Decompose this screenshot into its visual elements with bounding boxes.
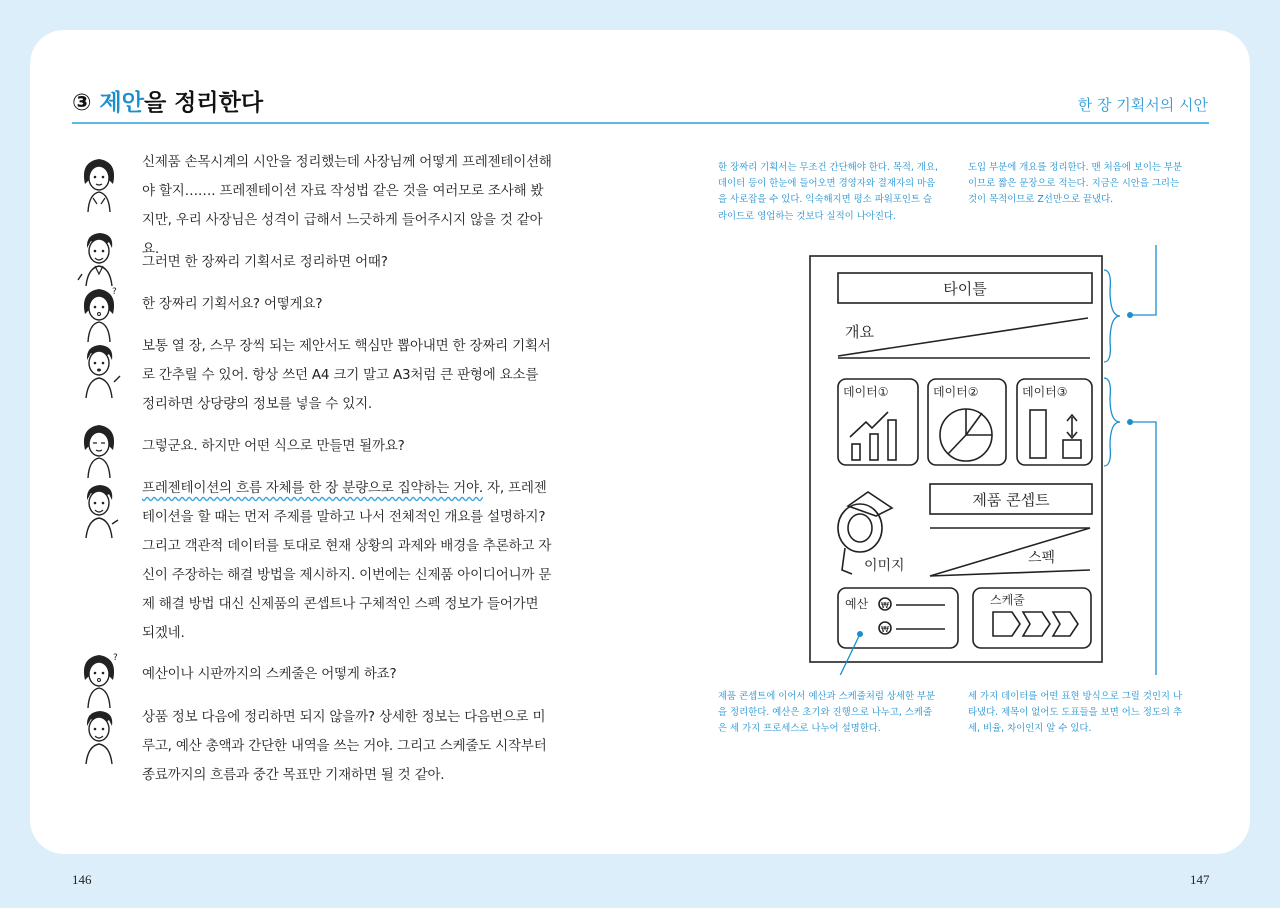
budget-leader bbox=[836, 634, 860, 675]
sketch-title: 타이틀 bbox=[943, 280, 987, 298]
svg-text:?: ? bbox=[112, 287, 117, 297]
difference-arrow bbox=[1067, 415, 1077, 438]
sketch-spec: 스펙 bbox=[1028, 550, 1056, 566]
trend-arrow bbox=[850, 412, 888, 437]
bar bbox=[888, 420, 896, 460]
page-number-right: 147 bbox=[1190, 872, 1210, 887]
sketch-image: 이미지 bbox=[864, 558, 905, 574]
note-top-right: 도입 부분에 개요를 정리한다. 맨 처음에 보이는 부분이므로 짧은 문장으로 적는다. 지금은 시안을 그리는 것이 목적이므로 Z선만으로 끝냈다. bbox=[968, 162, 1183, 206]
spec-z-line bbox=[930, 528, 1090, 576]
sketch-won: ₩ bbox=[881, 625, 889, 634]
dialogue-line: 그렇군요. 하지만 어떤 식으로 만들면 될까요? bbox=[142, 438, 405, 454]
dialogue-line: 예산이나 시판까지의 스케줄은 어떻게 하죠? bbox=[142, 666, 397, 682]
sketch-data1: 데이터① bbox=[843, 385, 889, 399]
mentor-avatar-icon bbox=[76, 480, 122, 540]
sketch-data2: 데이터② bbox=[933, 385, 979, 399]
title-accent: 제안 bbox=[99, 90, 144, 116]
sketch-overview: 개요 bbox=[845, 323, 874, 341]
dialogue-line: 보통 열 장, 스무 장씩 되는 제안서도 핵심만 뽑아내면 한 장짜리 기획서로 간추릴 수 있어. 항상 쓰던 A4 크기 말고 A3처럼 큰 판형에 요소를 정리하면 상당량의 정보를 넣을 수 있지. bbox=[142, 338, 551, 412]
overview-leader bbox=[1130, 245, 1156, 315]
bar bbox=[870, 434, 878, 460]
watch-dial bbox=[848, 514, 872, 542]
title-rest: 을 정리한다 bbox=[143, 90, 264, 116]
overview-z-line bbox=[838, 318, 1088, 356]
dialogue-line: 그러면 한 장짜리 기획서로 정리하면 어때? bbox=[142, 254, 388, 270]
pie-slices bbox=[948, 409, 992, 454]
watch-face bbox=[838, 504, 882, 552]
data-brace bbox=[1104, 378, 1120, 466]
mentor-avatar-icon bbox=[76, 228, 122, 288]
dialogue-line: 신제품 손목시계의 시안을 정리했는데 사장님께 어떻게 프레젠테이션해야 할지……. 프레젠테이션 자료 작성법 같은 것을 여러모로 조사해 봤지만, 우리 사장님은 성격이 급해서 느긋하게 들어주시지 않을 것 같아요. bbox=[142, 154, 552, 257]
sketch-concept: 제품 콘셉트 bbox=[972, 491, 1050, 509]
employee-avatar-icon bbox=[76, 420, 122, 480]
underlined-key-sentence: 프레젠테이션의 흐름 자체를 한 장 분량으로 집약하는 거야. bbox=[142, 480, 483, 496]
page-number-left: 146 bbox=[72, 872, 92, 887]
data-leader bbox=[1130, 422, 1156, 675]
schedule-steps bbox=[993, 612, 1078, 636]
employee-avatar-icon bbox=[76, 284, 122, 344]
dialogue-line: 한 장짜리 기획서요? 어떻게요? bbox=[142, 296, 323, 312]
sketch-data3: 데이터③ bbox=[1022, 385, 1068, 399]
bar bbox=[1063, 440, 1081, 458]
note-top-left: 한 장짜리 기획서는 무조건 간단해야 한다. 목적, 개요, 데이터 등이 한눈에 들어오면 경영자와 결재자의 마음을 사로잡을 수 있다. 익숙해지면 평소 파워포인트 슬라이드로 영업하는 것보다 실적이 나아진다. bbox=[718, 162, 938, 222]
section-number: ③ bbox=[72, 90, 92, 116]
sketch-schedule: 스케줄 bbox=[990, 593, 1025, 607]
mentor-avatar-icon bbox=[76, 340, 122, 400]
employee-avatar-icon bbox=[76, 154, 122, 214]
note-bottom-right: 세 가지 데이터를 어떤 표현 방식으로 그릴 것인지 나타냈다. 제목이 없어도 도표들을 보면 어느 정도의 추세, 비율, 차이인지 알 수 있다. bbox=[968, 691, 1183, 735]
bar bbox=[1030, 410, 1046, 458]
note-bottom-left: 제품 콘셉트에 이어서 예산과 스케줄처럼 상세한 부분을 정리한다. 예산은 초기와 진행으로 나누고, 스케줄은 세 가지 프로세스로 나누어 설명한다. bbox=[718, 691, 936, 735]
page-title bbox=[72, 84, 263, 117]
employee-avatar-icon bbox=[76, 650, 122, 710]
dialogue-line: 프레젠테이션의 흐름 자체를 한 장 분량으로 집약하는 거야. 자, 프레젠테이션을 할 때는 먼저 주제를 말하고 나서 전체적인 개요를 설명하지? 그리고 객관적 데이터를 토대로 현재 상황의 과제와 배경을 추론하고 자신이 주장하는 해결 방법을 제시하지. 이번에는 신제품 아이디어니까 문제 해결 방법 대신 신제품의 콘셉트나 구체적인 스펙 정보가 들어가면 되겠네. bbox=[142, 480, 552, 641]
mentor-avatar-icon bbox=[76, 706, 122, 766]
sketch-won: ₩ bbox=[881, 601, 889, 610]
svg-text:?: ? bbox=[113, 653, 118, 663]
bar bbox=[852, 444, 860, 460]
sketch-budget: 예산 bbox=[845, 597, 869, 611]
title-rule bbox=[72, 122, 1209, 124]
running-head: 한 장 기획서의 시안 bbox=[1077, 96, 1208, 114]
dialogue-line: 상품 정보 다음에 정리하면 되지 않을까? 상세한 정보는 다음번으로 미루고, 예산 총액과 간단한 내역을 쓰는 거야. 그리고 스케줄도 시작부터 종료까지의 흐름과 중간 목표만 기재하면 될 것 같아. bbox=[142, 709, 547, 783]
proposal-sketch bbox=[700, 245, 1200, 675]
overview-brace bbox=[1104, 270, 1120, 362]
